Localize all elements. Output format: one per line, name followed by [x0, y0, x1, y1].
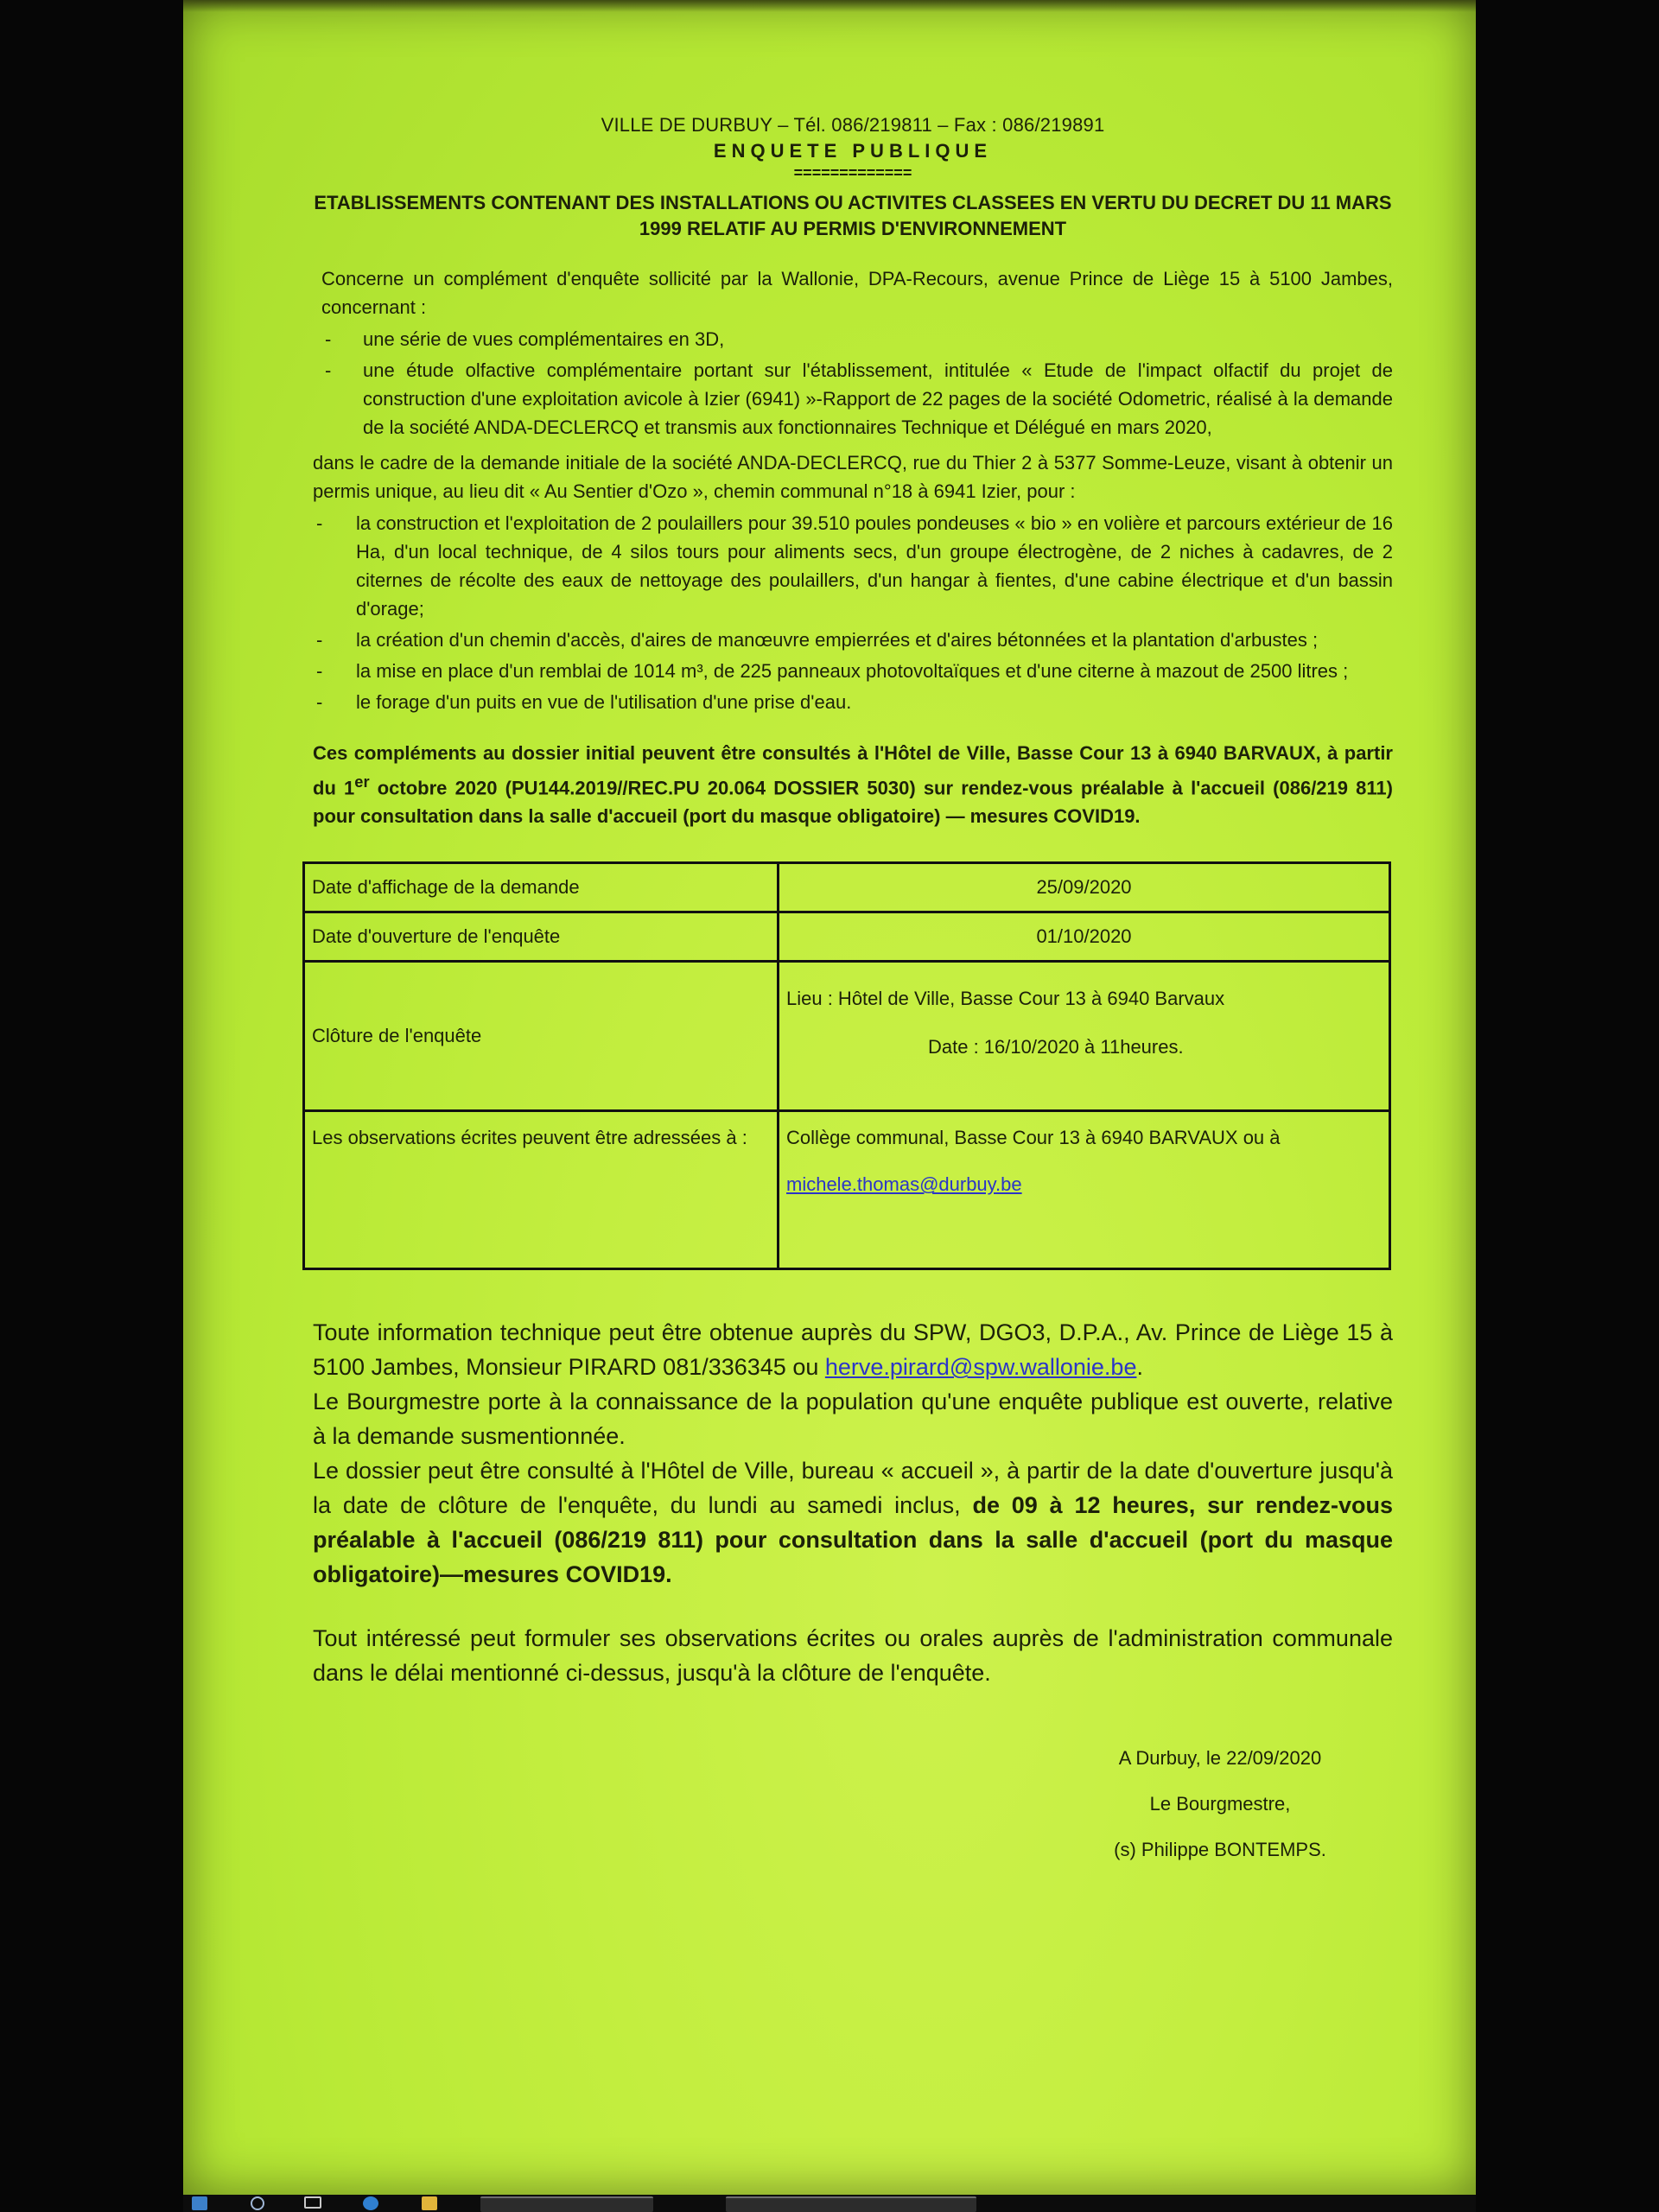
table-cell-value: [779, 1111, 1390, 1269]
table-cell-value: [779, 962, 1390, 1111]
list-item: - le forage d'un puits en vue de l'utilisation d'une prise d'eau.: [313, 688, 1393, 716]
search-icon[interactable]: [251, 2196, 264, 2210]
table-row: [304, 863, 1390, 912]
observations-email-link[interactable]: michele.thomas@durbuy.be: [786, 1173, 1022, 1196]
file-explorer-icon[interactable]: [422, 2196, 437, 2210]
screen: [183, 0, 1476, 2195]
intro-paragraph: Concerne un complément d'enquête sollicité par la Wallonie, DPA-Recours, avenue Prince de Liège 15 à 5100 Jambes, concernant :: [321, 268, 1393, 318]
list-item: - une série de vues complémentaires en 3D,: [321, 325, 1393, 353]
app-window-icon[interactable]: [726, 2196, 976, 2212]
list-item: - une étude olfactive complémentaire portant sur l'établissement, intitulée « Etude de l'impact olfactif du projet de construction d'une exploitation avicole à Izier (6941) »-Rapport de 22 pages de la société Odometric, réalisé à la demande de la société ANDA-DECLERCQ et transmis aux fonctionnaires Technique et Délégué en mars 2020,: [321, 356, 1393, 442]
table-cell-label: Les observations écrites peuvent être adressées à :: [304, 1111, 779, 1269]
bourgmestre-paragraph: Le Bourgmestre porte à la connaissance de la population qu'une enquête publique est ouverte, relative à la demande susmentionnée.: [313, 1389, 1393, 1450]
edge-icon[interactable]: [363, 2196, 378, 2210]
table-cell-label: Clôture de l'enquête: [304, 962, 779, 1111]
dossier-text: Le dossier peut être consulté à l'Hôtel de Ville, bureau « accueil », à partir de la date d'ouverture jusqu'à la date de clôture de l'enquête, du lundi au samedi inclus,: [313, 1458, 1393, 1519]
table-cell-label: Date d'ouverture de l'enquête: [304, 912, 779, 962]
intro-list: [321, 325, 1393, 442]
signature-name: (s) Philippe BONTEMPS.: [1114, 1839, 1326, 1861]
table-row: [304, 1111, 1390, 1269]
consult-text-2: octobre 2020 (PU144.2019//REC.PU 20.064 DOSSIER 5030) sur rendez-vous préalable à l'accueil (086/219 811) pour consultation dans la salle d'accueil (port du masque obligatoire) — mesures COVID19.: [313, 777, 1393, 828]
signature-role: Le Bourgmestre,: [1149, 1793, 1291, 1815]
information-section: [313, 1315, 1393, 1690]
project-list: [313, 509, 1393, 716]
dossier-paragraph: [313, 1453, 1393, 1592]
technical-info-paragraph: [313, 1315, 1393, 1384]
table-row: [304, 912, 1390, 962]
closing-place: Lieu : Hôtel de Ville, Basse Cour 13 à 6940 Barvaux: [786, 988, 1225, 1010]
title-separator: =============: [793, 164, 912, 181]
closing-date: Date : 16/10/2020 à 11heures.: [928, 1036, 1184, 1058]
app-window-icon[interactable]: [480, 2196, 653, 2212]
subject: [313, 190, 1393, 242]
consultation-paragraph: [313, 739, 1393, 830]
page-title: ENQUETE PUBLIQUE: [713, 140, 993, 162]
consult-superscript: er: [354, 772, 370, 791]
observations-address: Collège communal, Basse Cour 13 à 6940 BARVAUX ou à: [786, 1127, 1281, 1149]
consult-text-1: Ces compléments au dossier initial peuvent être consultés à l'Hôtel de Ville, Basse Cour 13 à 6940 BARVAUX, à partir du 1: [313, 742, 1393, 799]
observations-paragraph: Tout intéressé peut formuler ses observations écrites ou orales auprès de l'administration communale dans le délai mentionné ci-dessus, jusqu'à la clôture de l'enquête.: [313, 1625, 1393, 1687]
notice-document: [313, 112, 1393, 1872]
windows-icon[interactable]: [192, 2196, 207, 2210]
context-paragraph: dans le cadre de la demande initiale de la société ANDA-DECLERCQ, rue du Thier 2 à 5377 Somme-Leuze, visant à obtenir un permis unique, au lieu dit « Au Sentier d'Ozo », chemin communal n°18 à 6941 Izier, pour :: [313, 452, 1393, 502]
table-cell-value: 01/10/2020: [779, 912, 1390, 962]
technical-email-link[interactable]: herve.pirard@spw.wallonie.be: [824, 1354, 1137, 1381]
list-item: - la construction et l'exploitation de 2 poulaillers pour 39.510 poules pondeuses « bio » en volière et parcours extérieur de 16 Ha, d'un local technique, de 4 silos tours pour aliments secs, d'un groupe électrogène, de 2 niches à cadavres, de 2 citernes de récolte des eaux de nettoyage des poulaillers, d'un hangar à fientes, d'une cabine électrique et d'un bassin d'orage;: [313, 509, 1393, 623]
list-item: - la création d'un chemin d'accès, d'aires de manœuvre empierrées et d'aires bétonnées et la plantation d'arbustes ;: [313, 626, 1393, 654]
town-contact: VILLE DE DURBUY – Tél. 086/219811 – Fax : 086/219891: [601, 114, 1105, 136]
table-row: [304, 962, 1390, 1111]
table-cell-label: Date d'affichage de la demande: [304, 863, 779, 912]
technical-info-end: .: [1136, 1354, 1143, 1381]
subject-line-1: ETABLISSEMENTS CONTENANT DES INSTALLATIONS OU ACTIVITES CLASSEES EN VERTU DU DECRET DU 11 MARS: [314, 192, 1392, 213]
table-cell-value: 25/09/2020: [779, 863, 1390, 912]
subject-line-2: 1999 RELATIF AU PERMIS D'ENVIRONNEMENT: [639, 218, 1067, 239]
signature-place-date: A Durbuy, le 22/09/2020: [1118, 1747, 1322, 1770]
dates-table: [302, 861, 1391, 1270]
technical-info-text: Toute information technique peut être obtenue auprès du SPW, DGO3, D.P.A., Av. Prince de Liège 15 à 5100 Jambes, Monsieur PIRARD 081/336345 ou: [313, 1319, 1393, 1381]
task-view-icon[interactable]: [304, 2196, 321, 2209]
dossier-hours-text: de 09 à 12 heures, sur rendez-vous préalable à l'accueil (086/219 811) pour consultation dans la salle d'accueil (port du masque obligatoire)—mesures COVID19.: [313, 1492, 1393, 1588]
signature-block: [1090, 1735, 1350, 1872]
list-item: - la mise en place d'un remblai de 1014 m³, de 225 panneaux photovoltaïques et d'une citerne à mazout de 2500 litres ;: [313, 657, 1393, 685]
